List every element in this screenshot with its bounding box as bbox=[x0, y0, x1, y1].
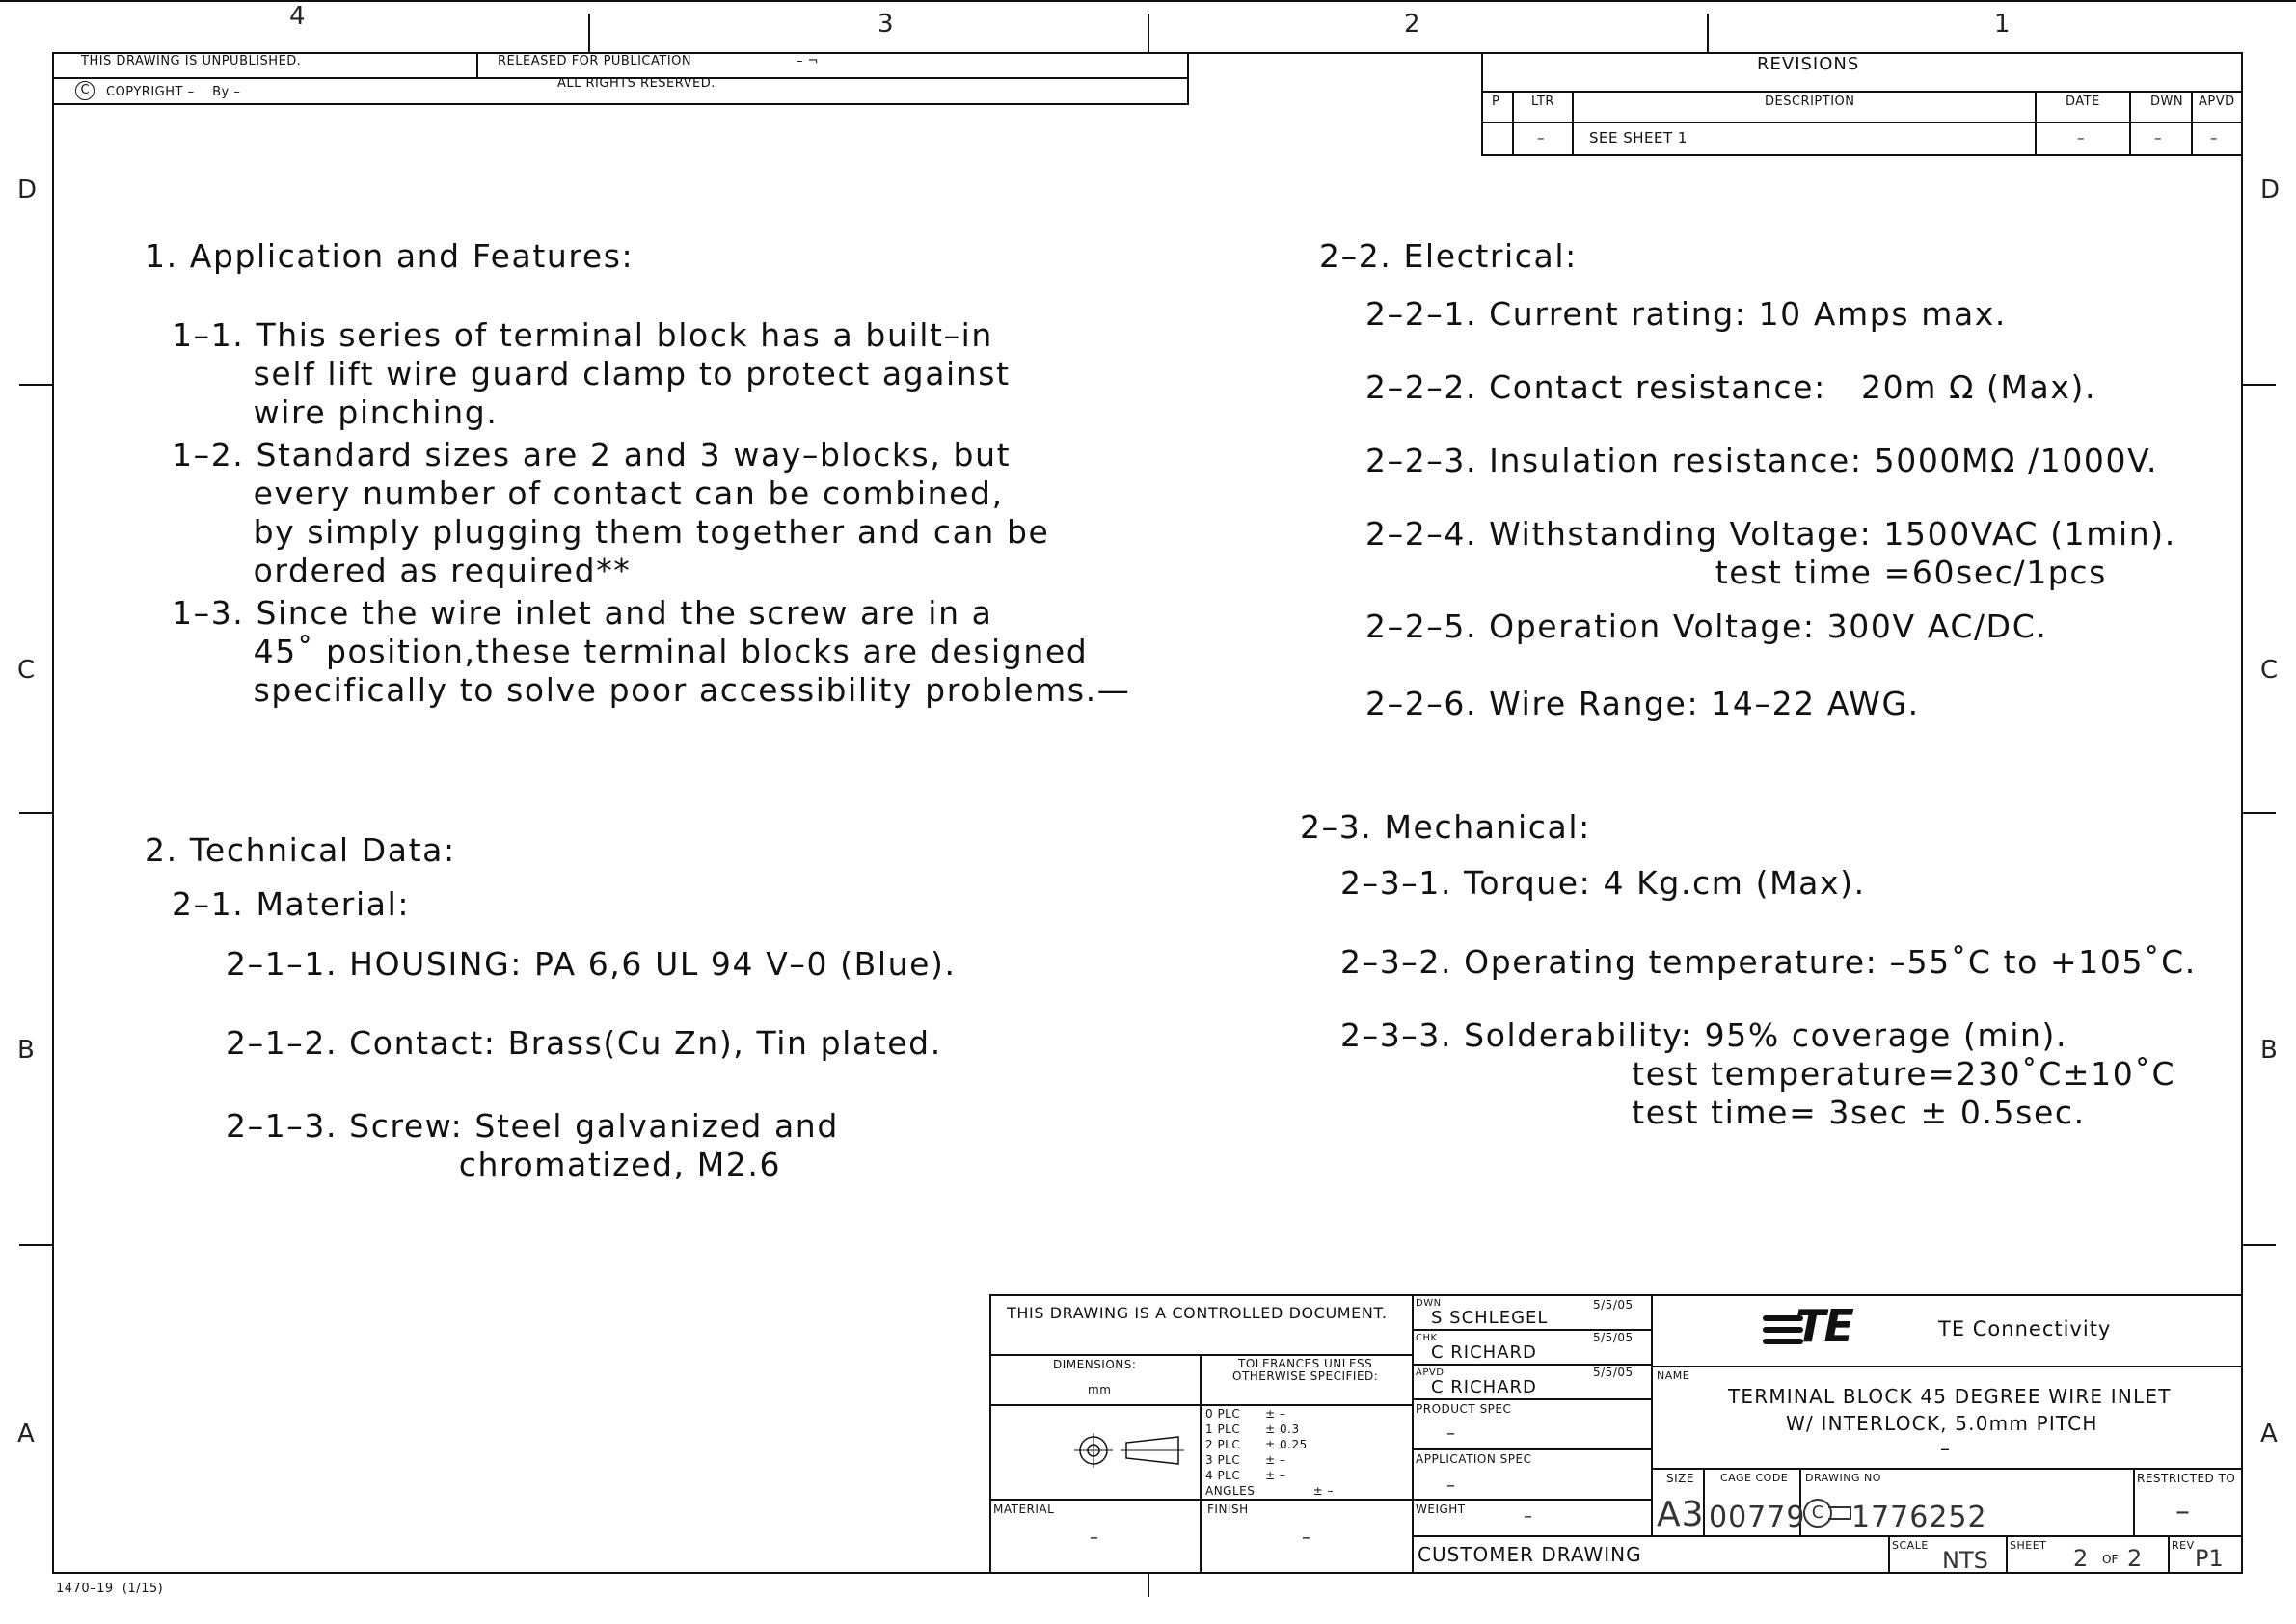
material-contact: 2–1–2. Contact: Brass(Cu Zn), Tin plated. bbox=[226, 1024, 942, 1062]
copyright-text: COPYRIGHT – By – bbox=[106, 85, 241, 99]
sheet-label: SHEET bbox=[2010, 1539, 2047, 1552]
product-spec-label: PRODUCT SPEC bbox=[1416, 1402, 1512, 1416]
apvd-name: C RICHARD bbox=[1431, 1377, 1537, 1397]
product-spec-value: – bbox=[1446, 1423, 1456, 1444]
te-logo-icon: TE bbox=[1763, 1306, 1894, 1352]
tolerances-values: 0 PLC ± – 1 PLC ± 0.3 2 PLC ± 0.25 3 PLC ± – 4 PLC ± – ANGLES ± – bbox=[1205, 1407, 1335, 1498]
dwn-date: 5/5/05 bbox=[1593, 1298, 1634, 1312]
cage-code-label: CAGE CODE bbox=[1720, 1472, 1789, 1484]
zone-row-d-left: D bbox=[17, 176, 38, 204]
unpublished-notice: THIS DRAWING IS UNPUBLISHED. bbox=[81, 54, 302, 68]
chk-label: CHK bbox=[1416, 1333, 1438, 1343]
electrical-operation: 2–2–5. Operation Voltage: 300V AC/DC. bbox=[1365, 608, 2048, 645]
sheet-number: 2 bbox=[2073, 1545, 2089, 1572]
restricted-to-value: – bbox=[2175, 1495, 2191, 1529]
zone-row-c-left: C bbox=[17, 656, 36, 685]
chk-name: C RICHARD bbox=[1431, 1342, 1537, 1363]
rev-header-ltr: LTR bbox=[1531, 95, 1554, 109]
finish-label: FINISH bbox=[1207, 1502, 1249, 1516]
material-heading: 2–1. Material: bbox=[172, 885, 411, 923]
electrical-current: 2–2–1. Current rating: 10 Amps max. bbox=[1365, 295, 2007, 333]
part-name-line2: W/ INTERLOCK, 5.0mm PITCH bbox=[1786, 1412, 2098, 1435]
section1-item1: 1–1. This series of terminal block has a built–in self lift wire guard clamp to protect against wire pinching. bbox=[172, 316, 1011, 431]
rev-header-p: P bbox=[1492, 95, 1500, 109]
rev-row-date: – bbox=[2077, 129, 2085, 147]
apvd-date: 5/5/05 bbox=[1593, 1366, 1634, 1379]
dimensions-label: DIMENSIONS: bbox=[1053, 1358, 1137, 1371]
company-name: TE Connectivity bbox=[1938, 1317, 2112, 1340]
zone-row-b-right: B bbox=[2260, 1036, 2278, 1065]
dwn-name: S SCHLEGEL bbox=[1431, 1308, 1549, 1328]
projection-symbol-icon bbox=[1070, 1431, 1186, 1470]
material-label: MATERIAL bbox=[993, 1502, 1055, 1516]
zone-row-a-left: A bbox=[17, 1420, 35, 1448]
rev-value: P1 bbox=[2195, 1545, 2224, 1572]
rev-header-apvd: APVD bbox=[2199, 95, 2235, 109]
form-number: 1470–19 (1/15) bbox=[56, 1582, 164, 1596]
section1-item3: 1–3. Since the wire inlet and the screw are in a 45˚ position,these terminal blocks are designed specifically to solve poor accessibility problems.— bbox=[172, 594, 1131, 709]
weight-label: WEIGHT bbox=[1416, 1502, 1466, 1516]
material-housing: 2–1–1. HOUSING: PA 6,6 UL 94 V–0 (Blue). bbox=[226, 945, 957, 983]
electrical-withstanding: 2–2–4. Withstanding Voltage: 1500VAC (1min). test time =60sec/1pcs bbox=[1365, 515, 2176, 591]
application-spec-value: – bbox=[1446, 1475, 1456, 1496]
size-value: A3 bbox=[1657, 1495, 1705, 1534]
mechanical-temperature: 2–3–2. Operating temperature: –55˚C to +105˚C. bbox=[1340, 943, 2197, 981]
zone-row-d-right: D bbox=[2260, 176, 2281, 204]
name-label: NAME bbox=[1657, 1369, 1690, 1382]
drawing-prefix-icon: C bbox=[1803, 1499, 1832, 1528]
controlled-document: THIS DRAWING IS A CONTROLLED DOCUMENT. bbox=[1007, 1304, 1388, 1322]
zone-row-a-right: A bbox=[2260, 1420, 2278, 1448]
mechanical-heading: 2–3. Mechanical: bbox=[1300, 808, 1591, 846]
sheet-of-label: OF bbox=[2102, 1553, 2119, 1566]
zone-row-b-left: B bbox=[17, 1036, 35, 1065]
section1-item2: 1–2. Standard sizes are 2 and 3 way–blocks, but every number of contact can be combined, by simply plugging them together and can be ordered as required** bbox=[172, 436, 1050, 589]
rev-row-apvd: – bbox=[2210, 129, 2218, 147]
section2-heading: 2. Technical Data: bbox=[145, 831, 456, 869]
rev-row-description: SEE SHEET 1 bbox=[1589, 129, 1688, 147]
sheet-total: 2 bbox=[2127, 1545, 2143, 1572]
rights-notice: ALL RIGHTS RESERVED. bbox=[557, 76, 716, 91]
part-name-line1: TERMINAL BLOCK 45 DEGREE WIRE INLET bbox=[1728, 1385, 2172, 1408]
drawing-prefix-tab bbox=[1828, 1506, 1851, 1520]
finish-value: – bbox=[1302, 1528, 1311, 1548]
chk-date: 5/5/05 bbox=[1593, 1331, 1634, 1344]
weight-value: – bbox=[1524, 1506, 1533, 1527]
dimensions-unit: mm bbox=[1088, 1383, 1112, 1396]
section1-heading: 1. Application and Features: bbox=[145, 237, 635, 275]
zone-column-4: 4 bbox=[289, 2, 306, 31]
rev-row-ltr: – bbox=[1537, 129, 1545, 147]
mechanical-torque: 2–3–1. Torque: 4 Kg.cm (Max). bbox=[1340, 864, 1866, 902]
revisions-title: REVISIONS bbox=[1757, 54, 1860, 74]
zone-column-2: 2 bbox=[1404, 10, 1420, 39]
customer-drawing: CUSTOMER DRAWING bbox=[1418, 1543, 1642, 1566]
rev-row-dwn: – bbox=[2154, 129, 2162, 147]
rev-header-description: DESCRIPTION bbox=[1765, 95, 1855, 109]
mechanical-solderability: 2–3–3. Solderability: 95% coverage (min). test temperature=230˚C±10˚C test time= 3sec ± 0.5sec. bbox=[1340, 1016, 2176, 1131]
restricted-to-label: RESTRICTED TO bbox=[2137, 1472, 2236, 1485]
dwn-label: DWN bbox=[1416, 1298, 1442, 1309]
zone-row-c-right: C bbox=[2260, 656, 2279, 685]
size-label: SIZE bbox=[1666, 1472, 1694, 1485]
release-notice: RELEASED FOR PUBLICATION bbox=[498, 54, 692, 68]
release-mark: – ¬ bbox=[797, 54, 820, 68]
cage-code-value: 00779 bbox=[1709, 1501, 1806, 1534]
tolerances-label: TOLERANCES UNLESS OTHERWISE SPECIFIED: bbox=[1232, 1357, 1379, 1383]
electrical-heading: 2–2. Electrical: bbox=[1319, 237, 1578, 275]
application-spec-label: APPLICATION SPEC bbox=[1416, 1452, 1532, 1466]
electrical-wire-range: 2–2–6. Wire Range: 14–22 AWG. bbox=[1365, 685, 1920, 722]
zone-column-1: 1 bbox=[1994, 10, 2011, 39]
electrical-contact-resistance: 2–2–2. Contact resistance: 20m Ω (Max). bbox=[1365, 368, 2097, 406]
apvd-label: APVD bbox=[1416, 1367, 1445, 1378]
scale-value: NTS bbox=[1942, 1547, 1988, 1574]
material-value: – bbox=[1090, 1528, 1099, 1548]
rev-header-dwn: DWN bbox=[2150, 95, 2184, 109]
zone-column-3: 3 bbox=[878, 10, 894, 39]
scale-label: SCALE bbox=[1892, 1539, 1929, 1552]
rev-label: REV bbox=[2172, 1539, 2195, 1552]
material-screw: 2–1–3. Screw: Steel galvanized and chromatized, M2.6 bbox=[226, 1107, 839, 1183]
copyright-icon: C bbox=[75, 81, 95, 100]
drawing-number-value: 1776252 bbox=[1851, 1501, 1987, 1534]
rev-header-date: DATE bbox=[2066, 95, 2100, 109]
drawing-number-label: DRAWING NO bbox=[1805, 1472, 1881, 1484]
part-name-line3: – bbox=[1940, 1437, 1950, 1460]
electrical-insulation: 2–2–3. Insulation resistance: 5000MΩ /1000V. bbox=[1365, 442, 2159, 479]
